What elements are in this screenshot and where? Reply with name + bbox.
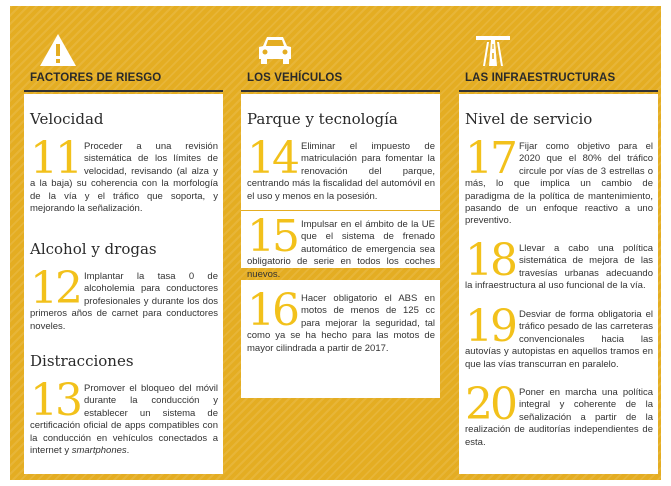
column-risk-factors: [24, 6, 223, 480]
measure-text: Fijar como objetivo para el 2020 que el 80% del tráfico circule por vías de 3 estrellas o más, lo que implica un cambio de paradigma de la política de mantenimiento, pasando de un enfoque reactivo a uno preventivo.: [465, 141, 653, 227]
measure-text: Implantar la tasa 0 de alcoholemia para conductores profesionales y durante los dos primeros años de carnet para conductores noveles.: [30, 271, 218, 332]
measure-item: [465, 301, 653, 371]
column-title: FACTORES DE RIESGO: [30, 72, 162, 84]
column-infrastructure: [459, 6, 658, 480]
column-title: LOS VEHÍCULOS: [247, 72, 343, 84]
measure-number: 19: [465, 301, 515, 352]
measure-text: Proceder a una revisión sistemática de los límites de velocidad, revisando (al alza y a la baja) su coherencia con la morfología de la vía y el tráfico que soporta, y mejorando la señalización.: [30, 141, 218, 215]
measure-number: 20: [465, 379, 515, 430]
section-title: Alcohol y drogas: [30, 240, 157, 258]
column-header: [24, 6, 223, 90]
measure-number: 11: [30, 133, 80, 184]
content-panel: [459, 94, 658, 474]
measure-item: [247, 133, 435, 203]
section-title: Distracciones: [30, 352, 134, 370]
measure-text-emphasis: smartphones: [71, 445, 127, 457]
measure-item: [465, 379, 653, 449]
measure-item: [30, 375, 218, 457]
measure-item: [30, 133, 218, 215]
measure-text-main: Promover el bloqueo del móvil durante la conducción y establecer un sistema de certificación oficial de apps compatibles con la conducción en vehículos conectados a internet y: [30, 383, 218, 457]
measure-number: 17: [465, 133, 515, 184]
content-panel: [241, 280, 440, 398]
measure-number: 14: [247, 133, 297, 184]
measure-number: 13: [30, 375, 80, 426]
measure-number: 18: [465, 235, 515, 286]
column-header: [459, 6, 658, 90]
road-icon: [473, 32, 513, 68]
content-panel: [24, 94, 223, 474]
warning-triangle-icon: [38, 32, 78, 68]
measure-text: Impulsar en el ámbito de la UE que el sistema de frenado automático de emergencia sea obligatorio de serie en todos los coches nuevos.: [247, 219, 435, 280]
measure-item: [247, 211, 435, 281]
column-vehicles: [241, 6, 440, 480]
column-title: LAS INFRAESTRUCTURAS: [465, 72, 616, 84]
measure-text: Desviar de forma obligatoria el tráfico pesado de las carreteras convencionales hacia las autovías y autopistas en aquellos tramos en que las vías transcurran en paralelo.: [465, 309, 653, 370]
measure-number: 15: [247, 211, 297, 262]
infographic-background: [10, 6, 661, 480]
section-title: Nivel de servicio: [465, 110, 593, 128]
measure-number: 16: [247, 285, 297, 336]
measure-text: Eliminar el impuesto de matriculación para fomentar la renovación del parque, centrando más la fiscalidad del automóvil en el uso y menos en la posesión.: [247, 141, 435, 202]
header-divider: [459, 90, 658, 92]
column-header: [241, 6, 440, 90]
header-divider: [241, 90, 440, 92]
measure-item: [465, 133, 653, 228]
measure-text: Llevar a cabo una política sistemática de mejora de las travesías urbanas adecuando la infraestructura al uso funcional de la vía.: [465, 243, 653, 292]
header-divider: [24, 90, 223, 92]
measure-text: Poner en marcha una política integral y coherente de la señalización a partir de la realización de auditorías independientes de esta.: [465, 387, 653, 448]
measure-text: Hacer obligatorio el ABS en motos de menos de 125 cc para mejorar la seguridad, tal como ya se ha hecho para las motos de mayor cilindrada a partir de 2017.: [247, 293, 435, 354]
measure-item: [30, 263, 218, 333]
section-title: Parque y tecnología: [247, 110, 398, 128]
content-panel: [241, 94, 440, 280]
measure-text: Promover el bloqueo del móvil durante la conducción y establecer un sistema de certificación oficial de apps compatibles con la conducción en vehículos conectados a internet y smartphones.: [30, 383, 218, 457]
measure-item: [465, 235, 653, 293]
car-icon: [255, 32, 295, 68]
measure-number: 12: [30, 263, 80, 314]
measure-item: [247, 285, 435, 355]
section-title: Velocidad: [30, 110, 104, 128]
